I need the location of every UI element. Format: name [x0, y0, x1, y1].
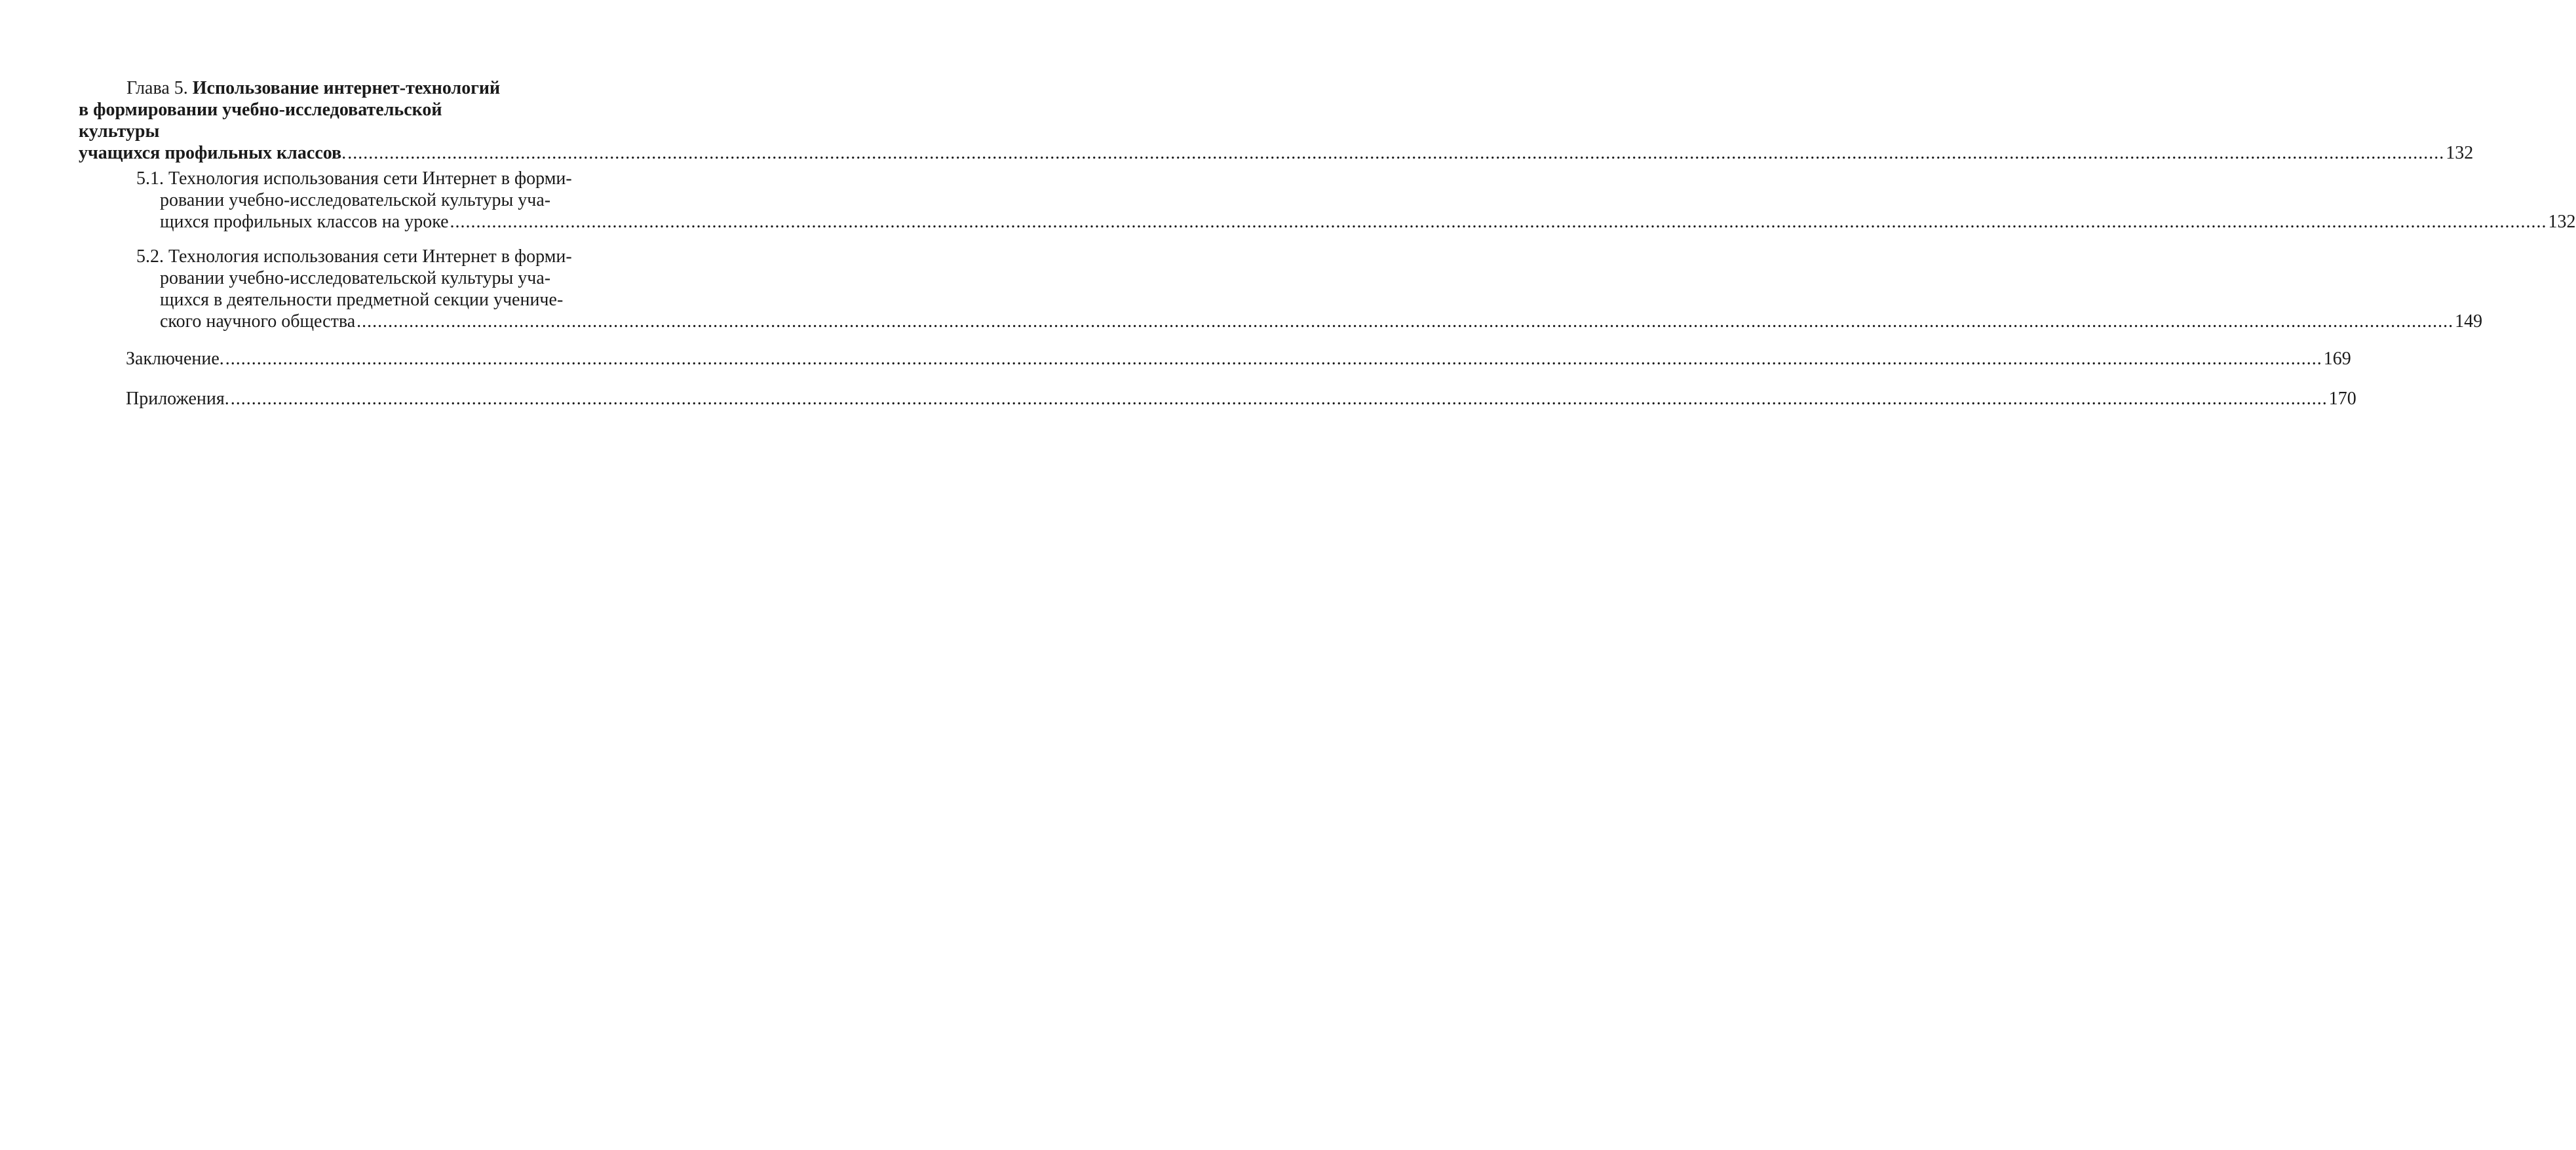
- section-5-1-last-line: [79, 211, 2576, 233]
- table-of-contents: [79, 77, 2576, 410]
- chapter-5-title-line-4: учащихся профильных классов: [79, 143, 342, 163]
- section-5-1-line-1: 5.1. Технология использования сети Интернет в форми-: [136, 168, 572, 189]
- section-5-2-line-1: 5.2. Технология использования сети Интернет в форми-: [136, 246, 572, 267]
- section-5-1-page-number: 132: [2548, 212, 2576, 232]
- dot-leader: ................................................................................................................................................................................................................................................................................................................................................................................................................: [230, 389, 2328, 409]
- section-5-1-line-2: ровании учебно-исследовательской культуры уча-: [160, 190, 551, 210]
- chapter-5-page-number: 132: [2446, 143, 2474, 163]
- chapter-5-heading-line-1: [79, 77, 689, 99]
- chapter-5-title-end: .: [341, 143, 347, 163]
- chapter-5-title-line-2: в формировании учебно-исследовательской: [79, 100, 442, 120]
- section-5-2-line-3: щихся в деятельности предметной секции учениче-: [160, 290, 564, 310]
- toc-entry-chapter-5: [79, 77, 2474, 164]
- toc-entry-section-5-2: [79, 246, 2483, 332]
- appendices-page-number: 170: [2328, 389, 2356, 409]
- dot-leader: ................................................................................................................................................................................................................................................................................................................................................................................................................: [356, 311, 2454, 332]
- toc-entry-appendices: [79, 388, 2356, 410]
- conclusion-label: Заключение.: [126, 349, 224, 369]
- section-5-1-line-3: щихся профильных классов на уроке: [160, 212, 449, 232]
- chapter-5-last-line: [79, 142, 2474, 164]
- dot-leader: ................................................................................................................................................................................................................................................................................................................................................................................................................: [450, 212, 2547, 232]
- toc-entry-section-5-1: [79, 168, 2576, 233]
- chapter-5-title-line-3: культуры: [79, 121, 160, 142]
- chapter-5-title-line-1: Использование интернет-технологий: [192, 78, 501, 98]
- section-5-2-last-line: [79, 311, 2483, 332]
- toc-entry-conclusion: [79, 348, 2351, 370]
- section-5-2-page-number: 149: [2455, 311, 2483, 332]
- dot-leader: ................................................................................................................................................................................................................................................................................................................................................................................................................: [347, 143, 2445, 163]
- appendices-label: Приложения.: [126, 389, 229, 409]
- dot-leader: ................................................................................................................................................................................................................................................................................................................................................................................................................: [225, 349, 2322, 369]
- chapter-5-prefix: Глава 5.: [126, 78, 188, 98]
- section-5-2-line-2: ровании учебно-исследовательской культуры уча-: [160, 268, 551, 288]
- conclusion-page-number: 169: [2323, 349, 2351, 369]
- section-5-2-line-4: ского научного общества: [160, 311, 356, 332]
